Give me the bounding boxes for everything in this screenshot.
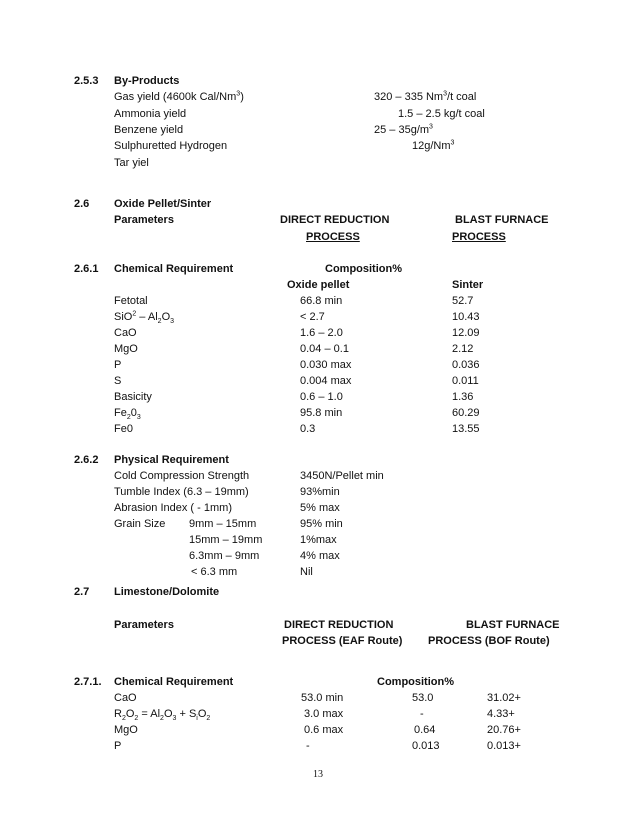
section-title: By-Products: [114, 75, 180, 87]
pellet-value: 0.04 – 0.1: [300, 343, 349, 355]
physical-value: 1%max: [300, 534, 337, 546]
sinter-value: 0.036: [452, 359, 480, 371]
bf-bof-value: 20.76+: [487, 724, 521, 736]
section-number: 2.6.2: [74, 454, 99, 466]
pellet-value: 0.030 max: [300, 359, 352, 371]
physical-label: Cold Compression Strength: [114, 470, 250, 482]
oxide-pellet-column-header: Oxide pellet: [287, 279, 350, 291]
physical-value: 4% max: [300, 550, 340, 562]
bf-value: 0.013: [412, 740, 440, 752]
chemical-label: Basicity: [114, 391, 152, 403]
section-title: Chemical Requirement: [114, 263, 234, 275]
chemical-label: $SiO^2 - Al_2O_3$: [114, 310, 175, 326]
blast-furnace-heading: BLAST FURNACE: [455, 214, 549, 226]
grain-size-range: 6.3mm – 9mm: [189, 550, 260, 562]
section-number: 2.5.3: [74, 75, 99, 87]
physical-label: Grain Size: [114, 518, 166, 530]
section-number: 2.6: [74, 198, 90, 210]
direct-reduction-heading: DIRECT REDUCTION: [284, 619, 394, 631]
bf-value: 0.64: [414, 724, 436, 736]
chemical-label: MgO: [114, 343, 138, 355]
dr-value: -: [306, 740, 310, 752]
chemical-label: S: [114, 375, 122, 387]
byproduct-label: Gas yield (4600k Cal/Nm$^3$): [114, 90, 244, 103]
grain-size-range: 15mm – 19mm: [189, 534, 263, 546]
byproduct-label: Benzene yield: [114, 124, 184, 136]
sinter-value: 60.29: [452, 407, 480, 419]
sinter-value: 13.55: [452, 423, 480, 435]
direct-reduction-process-heading: PROCESS: [306, 231, 360, 243]
dr-value: 53.0 min: [301, 692, 344, 704]
composition-heading: Composition%: [377, 676, 454, 688]
bf-bof-value: 0.013+: [487, 740, 521, 752]
pellet-value: 1.6 – 2.0: [300, 327, 343, 339]
sinter-column-header: Sinter: [452, 279, 484, 291]
bf-bof-value: 4.33+: [487, 708, 515, 720]
parameters-heading: Parameters: [114, 214, 174, 226]
physical-label: Abrasion Index ( - 1mm): [114, 502, 232, 514]
physical-value: 93%min: [300, 486, 340, 498]
blast-furnace-process-heading: PROCESS: [452, 231, 506, 243]
chemical-label: MgO: [114, 724, 138, 736]
composition-heading: Composition%: [325, 263, 402, 275]
physical-value: Nil: [300, 566, 313, 578]
byproduct-value: 12g/Nm$^3$: [412, 139, 455, 152]
direct-reduction-route-heading: PROCESS (EAF Route): [282, 635, 403, 647]
physical-label: Tumble Index (6.3 – 19mm): [114, 486, 249, 498]
sinter-value: 12.09: [452, 327, 480, 339]
sinter-value: 1.36: [452, 391, 474, 403]
dr-value: 3.0 max: [304, 708, 344, 720]
chemical-label: CaO: [114, 692, 137, 704]
physical-value: 5% max: [300, 502, 340, 514]
blast-furnace-route-heading: PROCESS (BOF Route): [428, 635, 550, 647]
byproduct-value: $25 - 35g/m^3$: [374, 123, 433, 136]
section-title: Oxide Pellet/Sinter: [114, 198, 212, 210]
chemical-label: Fetotal: [114, 295, 148, 307]
pellet-value: 66.8 min: [300, 295, 343, 307]
physical-value: 95% min: [300, 518, 343, 530]
chemical-label: $R_2O_2 = Al_2O_3 + S_iO_2$: [114, 708, 211, 723]
section-number: 2.7: [74, 586, 90, 598]
section-number: 2.7.1.: [74, 676, 102, 688]
sinter-value: 2.12: [452, 343, 474, 355]
parameters-heading: Parameters: [114, 619, 174, 631]
grain-size-range: 9mm – 15mm: [189, 518, 257, 530]
byproduct-value: 1.5 – 2.5 kg/t coal: [398, 108, 485, 120]
sinter-value: 52.7: [452, 295, 474, 307]
dr-value: 0.6 max: [304, 724, 344, 736]
page-number: 13: [313, 769, 323, 780]
chemical-label: Fe0: [114, 423, 133, 435]
blast-furnace-heading: BLAST FURNACE: [466, 619, 560, 631]
section-title: Chemical Requirement: [114, 676, 234, 688]
sinter-value: 10.43: [452, 311, 480, 323]
sinter-value: 0.011: [452, 375, 479, 387]
chemical-label: CaO: [114, 327, 137, 339]
pellet-value: 0.6 – 1.0: [300, 391, 343, 403]
pellet-value: 95.8 min: [300, 407, 343, 419]
section-number: 2.6.1: [74, 263, 99, 275]
section-title: Physical Requirement: [114, 454, 229, 466]
section-title: Limestone/Dolomite: [114, 586, 220, 598]
pellet-value: 0.004 max: [300, 375, 352, 387]
byproduct-label: Sulphuretted Hydrogen: [114, 140, 228, 152]
physical-value: 3450N/Pellet min: [300, 470, 384, 482]
pellet-value: < 2.7: [300, 311, 325, 323]
pellet-value: 0.3: [300, 423, 316, 435]
byproduct-label: Ammonia yield: [114, 108, 187, 120]
bf-value: 53.0: [412, 692, 434, 704]
chemical-label: P: [114, 359, 122, 371]
direct-reduction-heading: DIRECT REDUCTION: [280, 214, 390, 226]
chemical-label: P: [114, 740, 122, 752]
chemical-label: $Fe_20_3$: [114, 407, 141, 422]
bf-bof-value: 31.02+: [487, 692, 521, 704]
grain-size-range: < 6.3 mm: [191, 566, 238, 578]
byproduct-label: Tar yiel: [114, 157, 149, 169]
byproduct-value: 320 – 335 Nm$^3$/t coal: [374, 90, 477, 103]
bf-value: -: [420, 708, 424, 720]
